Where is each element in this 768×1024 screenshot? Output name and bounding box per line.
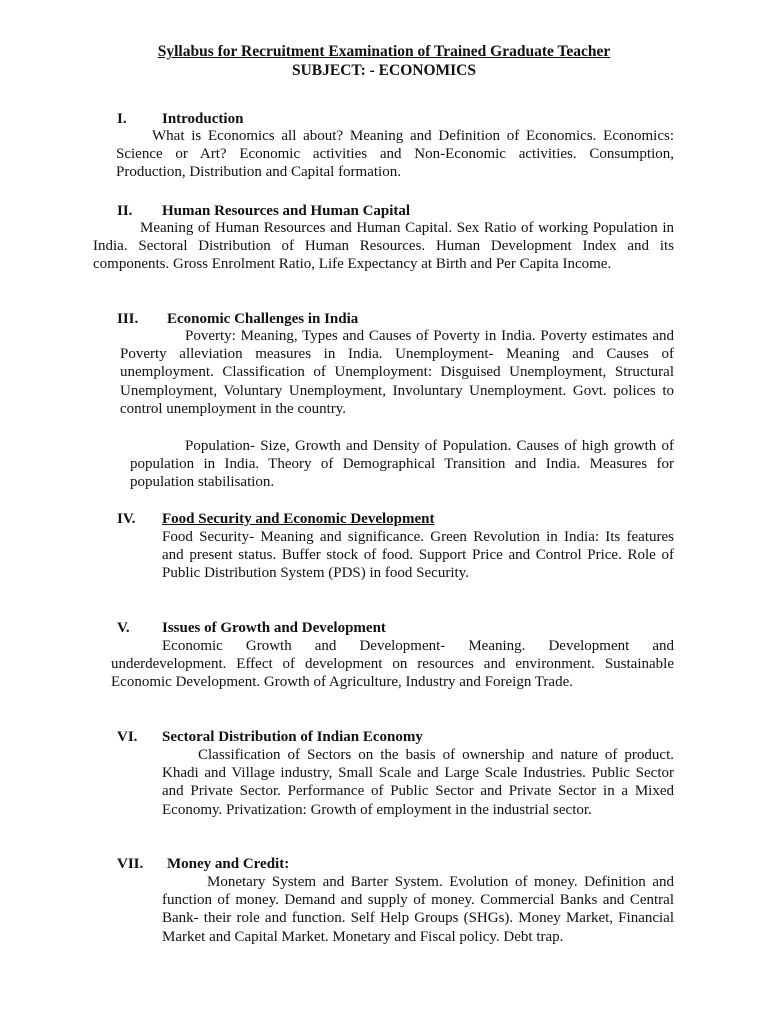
section-paragraph: Poverty: Meaning, Types and Causes of Poverty in India. Poverty estimates and Poverty alleviation measures in India. Unemployment- Meaning and Causes of unemployment. Classification of Unemployment: Disguised Unemployment, Structural Unemployment, Voluntary Unemployment, Involuntary Unemployment. Govt. polices to control unemployment in the country. <box>120 328 674 417</box>
document-title: Syllabus for Recruitment Examination of Trained Graduate Teacher <box>157 43 611 60</box>
section-paragraph: Food Security- Meaning and significance. Green Revolution in India: Its features and present status. Buffer stock of food. Support Price and Control Price. Role of Public Distribution System (PDS) in food Security. <box>162 529 674 582</box>
section-paragraph: Monetary System and Barter System. Evolution of money. Definition and function of money. Demand and supply of money. Commercial Banks and Central Bank- their role and function. Self Help Groups (SHGs). Money Market, Financial Market and Capital Market. Monetary and Fiscal policy. Debt trap. <box>162 874 674 945</box>
section-title: Issues of Growth and Development <box>162 620 386 636</box>
section-title: Sectoral Distribution of Indian Economy <box>162 729 423 745</box>
section-numeral: I. <box>117 111 127 127</box>
section-numeral: V. <box>117 620 130 636</box>
document-subject: SUBJECT: - ECONOMICS <box>291 62 476 79</box>
section-paragraph: Classification of Sectors on the basis of ownership and nature of product. Khadi and Village industry, Small Scale and Large Scale Industries. Public Sector and Private Sector. Performance of Public Sector and Private Sector in a Mixed Economy. Privatization: Growth of employment in the industrial sector. <box>162 747 674 818</box>
section-paragraph: What is Economics all about? Meaning and Definition of Economics. Economics: Science or Art? Economic activities and Non-Economic activities. Consumption, Production, Distribution and Capital formation. <box>116 128 674 181</box>
section-numeral: IV. <box>117 511 136 527</box>
section-paragraph: Economic Growth and Development- Meaning. Development and underdevelopment. Effect of development on resources and environment. Sustainable Economic Development. Growth of Agriculture, Industry and Foreign Trade. <box>111 638 674 691</box>
section-numeral: VI. <box>117 729 138 745</box>
section-title: Food Security and Economic Development <box>162 511 435 527</box>
section-numeral: VII. <box>117 856 144 872</box>
section-title: Human Resources and Human Capital <box>162 203 411 219</box>
section-numeral: III. <box>117 311 139 327</box>
section-title: Economic Challenges in India <box>167 311 359 327</box>
section-title: Money and Credit: <box>167 856 290 872</box>
section-paragraph: Meaning of Human Resources and Human Capital. Sex Ratio of working Population in India. Sectoral Distribution of Human Resources. Human Development Index and its components. Gross Enrolment Ratio, Life Expectancy at Birth and Per Capita Income. <box>93 220 674 273</box>
section-title: Introduction <box>162 111 244 127</box>
section-numeral: II. <box>117 203 133 219</box>
section-paragraph: Population- Size, Growth and Density of Population. Causes of high growth of population in India. Theory of Demographical Transition and India. Measures for population stabilisation. <box>130 438 674 491</box>
